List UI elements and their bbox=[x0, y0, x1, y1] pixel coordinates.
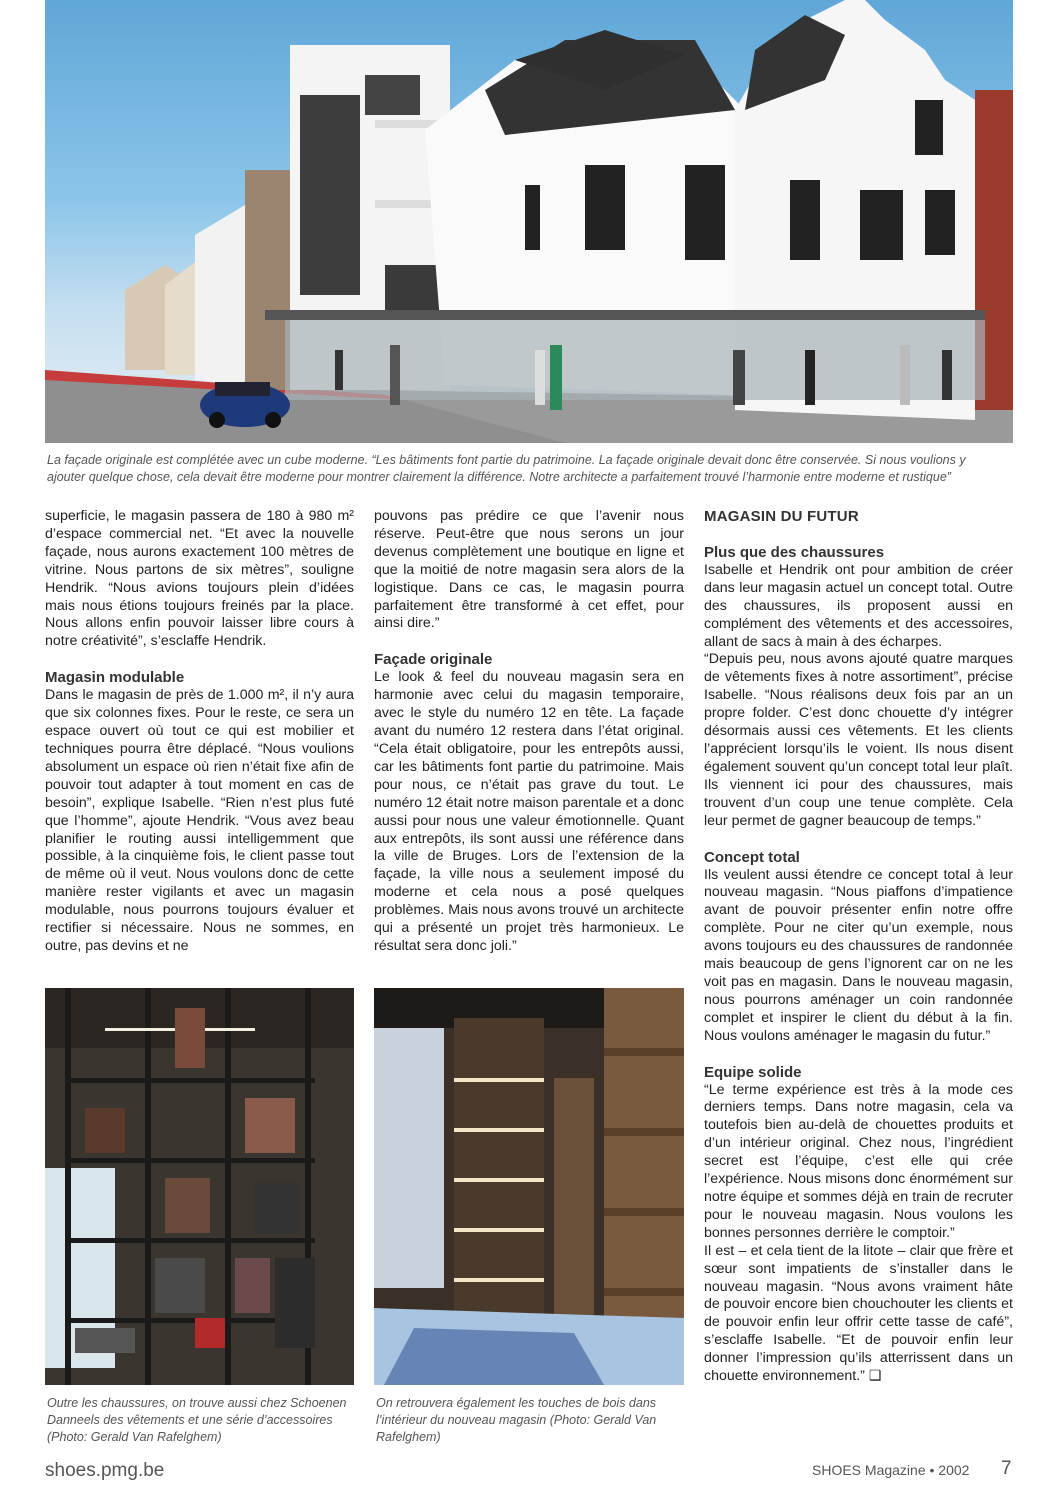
end-mark-icon: ❑ bbox=[868, 1368, 882, 1385]
building-illustration bbox=[45, 0, 1013, 443]
paragraph: pouvons pas prédire ce que l’avenir nous réserve. Peut-être que nous serons un jour devenus complètement une boutique en ligne et que la moitié de notre magasin sera alors de la logistique. Dans ce cas, le magasin pourra parfaitement être transformé à cet effet, pour ainsi dire.” bbox=[374, 508, 684, 632]
store-clothing-photo bbox=[45, 988, 354, 1385]
magazine-issue: SHOES Magazine • 2002 bbox=[812, 1462, 970, 1478]
paragraph: Isabelle et Hendrik ont pour ambition de créer dans leur magasin actuel un concept total. Outre des chaussures, ils proposent aussi en complément des vêtements et des accessoires, allant de sacs à main à des écharpes. bbox=[704, 561, 1013, 650]
right-photo-caption: On retrouvera également les touches de bois dans l’intérieur du nouveau magasin (Photo: Gerald Van Rafelghem) bbox=[376, 1396, 657, 1444]
paragraph-text: Il est – et cela tient de la litote – clair que frère et sœur sont impatients de s’installer dans le nouveau magasin. “Nous avons vraiment hâte de pouvoir encore bien chouchouter les clients et de pouvoir enfin leur offrir cette tasse de café”, s’esclaffe Isabelle. “Et de pouvoir enfin leur donner l’impression qu’ils atterrissent dans un chouette environnement.” bbox=[704, 1242, 1013, 1385]
paragraph: “Depuis peu, nous avons ajouté quatre marques de vêtements fixes à notre assortiment”, précise Isabelle. “Nous réalisons deux fois par an un propre folder. C’est donc chouette d’y intégrer désormais aussi ces vêtements. Et les clients l’apprécient lorsqu’ils le voient. Ils nous disent également souvent qu’un concept total leur plaît. Ils viennent ici pour des chaussures, mais trouvent d’un coup une tenue complète. Cela leur permet de gagner beaucoup de temps.” bbox=[704, 651, 1013, 829]
wood-interior-illustration bbox=[374, 988, 684, 1385]
hero-building-photo bbox=[45, 0, 1013, 443]
paragraph: “Le terme expérience est très à la mode ces derniers temps. Dans notre magasin, cela va toutefois bien au-delà de chouettes produits et d’un intérieur original. Chez nous, l’ingrédient secret est l’équipe, c’est elle qui crée l’expérience. Nous misons donc énormément sur notre équipe et sommes déjà en train de recruter pour le nouveau magasin. Nous voulons les bonnes personnes derrière le comptoir.” bbox=[704, 1081, 1013, 1241]
heading-plus-que-des-chaussures: Plus que des chaussures bbox=[704, 543, 885, 561]
paragraph bbox=[704, 1243, 1013, 1386]
column-1 bbox=[45, 508, 354, 956]
heading-facade-originale: Façade originale bbox=[374, 651, 493, 669]
store-interior-photo bbox=[374, 988, 684, 1385]
paragraph: Dans le magasin de près de 1.000 m², il n’y aura que six colonnes fixes. Pour le reste, ce sera un espace ouvert où tout ce qui est mobilier et techniques pourra être déplacé. “Nous voulions absolument un espace où rien n’était fixe afin de pouvoir tout adapter à tout moment en cas de besoin”, explique Isabelle. “Rien n’est plus futé que l’homme”, ajoute Hendrik. “Vous avez beau planifier le routing aussi intelligemment que possible, à la cinquième fois, le client passe tout de même où il veut. Nous voulons donc de cette manière rester vigilants et avec un magasin modulable, nous pourrons toujours évaluer et rectifier si nécessaire. Nous ne sommes, en outre, pas devins et ne bbox=[45, 687, 354, 954]
heading-magasin-modulable: Magasin modulable bbox=[45, 669, 185, 687]
column-3 bbox=[704, 508, 1013, 1386]
left-photo-caption: Outre les chaussures, on trouve aussi chez Schoenen Danneels des vêtements et une série d’accessoires (Photo: Gerald Van Rafelghem) bbox=[47, 1396, 347, 1444]
website-link[interactable]: shoes.pmg.be bbox=[45, 1460, 165, 1481]
store-shelves-illustration bbox=[45, 988, 354, 1385]
hero-caption: La façade originale est complétée avec un cube moderne. “Les bâtiments font partie du patrimoine. La façade originale devait donc être conservée. Si nous voulions y ajouter quelque chose, cela devait être moderne pour montrer clairement la différence. Notre architecte a parfaitement trouvé l’harmonie entre moderne et rustique” bbox=[47, 453, 966, 484]
page-number: 7 bbox=[1001, 1458, 1012, 1479]
heading-equipe-solide: Equipe solide bbox=[704, 1063, 802, 1081]
paragraph: superficie, le magasin passera de 180 à 980 m² d’espace commercial net. “Et avec la nouvelle façade, nous aurons exactement 100 mètres de vitrine. Nous partons de six mètres”, souligne Hendrik. “Nous avions toujours plein d’idées mais nous étions toujours freinés par la place. Nous allons enfin pouvoir laisser libre cours à notre créativité”, s’esclaffe Hendrik. bbox=[45, 508, 354, 650]
paragraph: Le look & feel du nouveau magasin sera en harmonie avec celui du magasin temporaire, avec le style du numéro 12 en tête. La façade avant du numéro 12 restera dans l’état original. “Cela était obligatoire, pour les entrepôts aussi, car les bâtiments font partie du patrimoine. Mais pour nous, ce n’était pas grave du tout. Le numéro 12 était notre maison parentale et a donc aussi pour nous une valeur émotionnelle. Quant aux entrepôts, ils sont aussi une référence dans la ville de Bruges. Lors de l’extension de la façade, la ville nous a seulement imposé du moderne et cela nous a posé quelques problèmes. Mais nous avons trouvé un architecte qui a présenté un projet très harmonieux. Le résultat sera donc joli.” bbox=[374, 669, 684, 954]
column-2 bbox=[374, 508, 684, 956]
section-title: MAGASIN DU FUTUR bbox=[704, 508, 859, 525]
paragraph: Ils veulent aussi étendre ce concept total à leur nouveau magasin. “Nous piaffons d’impatience avant de pouvoir présenter enfin notre offre complète. Pour ne citer qu’un exemple, nous avons toujours eu des chaussures de randonnée mais beaucoup de gens l’ignorent car on ne les voit pas en magasin. Dans le nouveau magasin, nous pourrons aménager un coin randonnée complet et inspirer le client du début à la fin. Nous voulons aménager le magasin du futur.” bbox=[704, 866, 1013, 1044]
heading-concept-total: Concept total bbox=[704, 848, 800, 866]
